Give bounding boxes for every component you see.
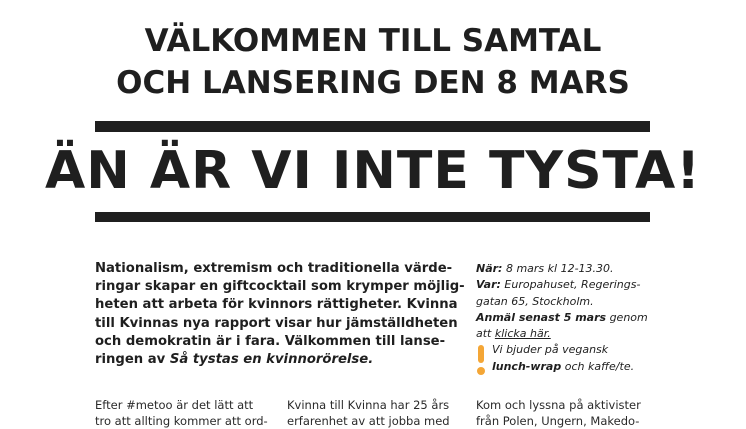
lead-line: till Kvinnas nya rapport visar hur jämställdheten	[95, 315, 458, 331]
body-line: från Polen, Ungern, Makedo-	[476, 414, 640, 428]
main-title: ÄN ÄR VI INTE TYSTA!	[45, 141, 701, 201]
rsvp-line	[476, 310, 656, 326]
where-value: Europahuset, Regerings-	[500, 278, 641, 292]
body-column-2	[287, 397, 457, 429]
exclamation-icon	[476, 345, 486, 375]
headline-line-2: OCH LANSERING DEN 8 MARS	[116, 65, 630, 101]
body-line: Kvinna till Kvinna har 25 års	[287, 398, 450, 412]
lead-line: och demokratin är i fara. Välkommen till lanse-	[95, 333, 446, 349]
rsvp-label: Anmäl senast 5 mars	[476, 310, 607, 324]
when-label: När:	[476, 262, 503, 275]
rsvp-value: genom	[606, 310, 648, 324]
exclamation-dot	[477, 367, 485, 375]
headline-line-1: VÄLKOMMEN TILL SAMTAL	[144, 23, 602, 59]
body-column-3	[476, 397, 651, 429]
body-line: tro att allting kommer att ord-	[95, 414, 268, 428]
body-line: erfarenhet av att jobba med	[287, 414, 450, 428]
offer-rest: och kaffe/te.	[561, 359, 635, 373]
lead-paragraph	[95, 260, 465, 369]
lead-line: Nationalism, extremism och traditionella värde-	[95, 261, 453, 276]
rsvp-prefix: att	[476, 327, 495, 341]
lead-line: heten att arbeta för kvinnors rättigheter. Kvinna	[95, 297, 458, 313]
lead-last-prefix: ringen av	[95, 352, 170, 368]
body-column-1	[95, 397, 268, 429]
register-link[interactable]: klicka här.	[494, 327, 551, 341]
when-value: 8 mars kl 12-13.30.	[502, 262, 614, 275]
offer-line-1: Vi bjuder på vegansk	[492, 343, 609, 357]
report-title: Så tystas en kvinnorörelse.	[169, 352, 374, 368]
where-line-2: gatan 65, Stockholm.	[476, 294, 594, 308]
where-label: Var:	[476, 278, 501, 292]
offer-line-2	[476, 359, 656, 375]
lead-line: ringar skapar en giftcocktail som krymper möjlig-	[95, 279, 465, 295]
when-line	[476, 261, 656, 277]
rsvp-line-2	[476, 326, 656, 342]
offer-bold: lunch-wrap	[492, 359, 562, 373]
body-line: Kom och lyssna på aktivister	[476, 398, 641, 412]
where-line	[476, 277, 656, 293]
event-info	[476, 261, 656, 375]
bottom-divider-bar	[95, 212, 650, 222]
top-divider-bar	[95, 121, 650, 132]
exclamation-stem	[478, 345, 484, 363]
body-line: Efter #metoo är det lätt att	[95, 398, 254, 412]
lead-line-last	[95, 351, 460, 369]
